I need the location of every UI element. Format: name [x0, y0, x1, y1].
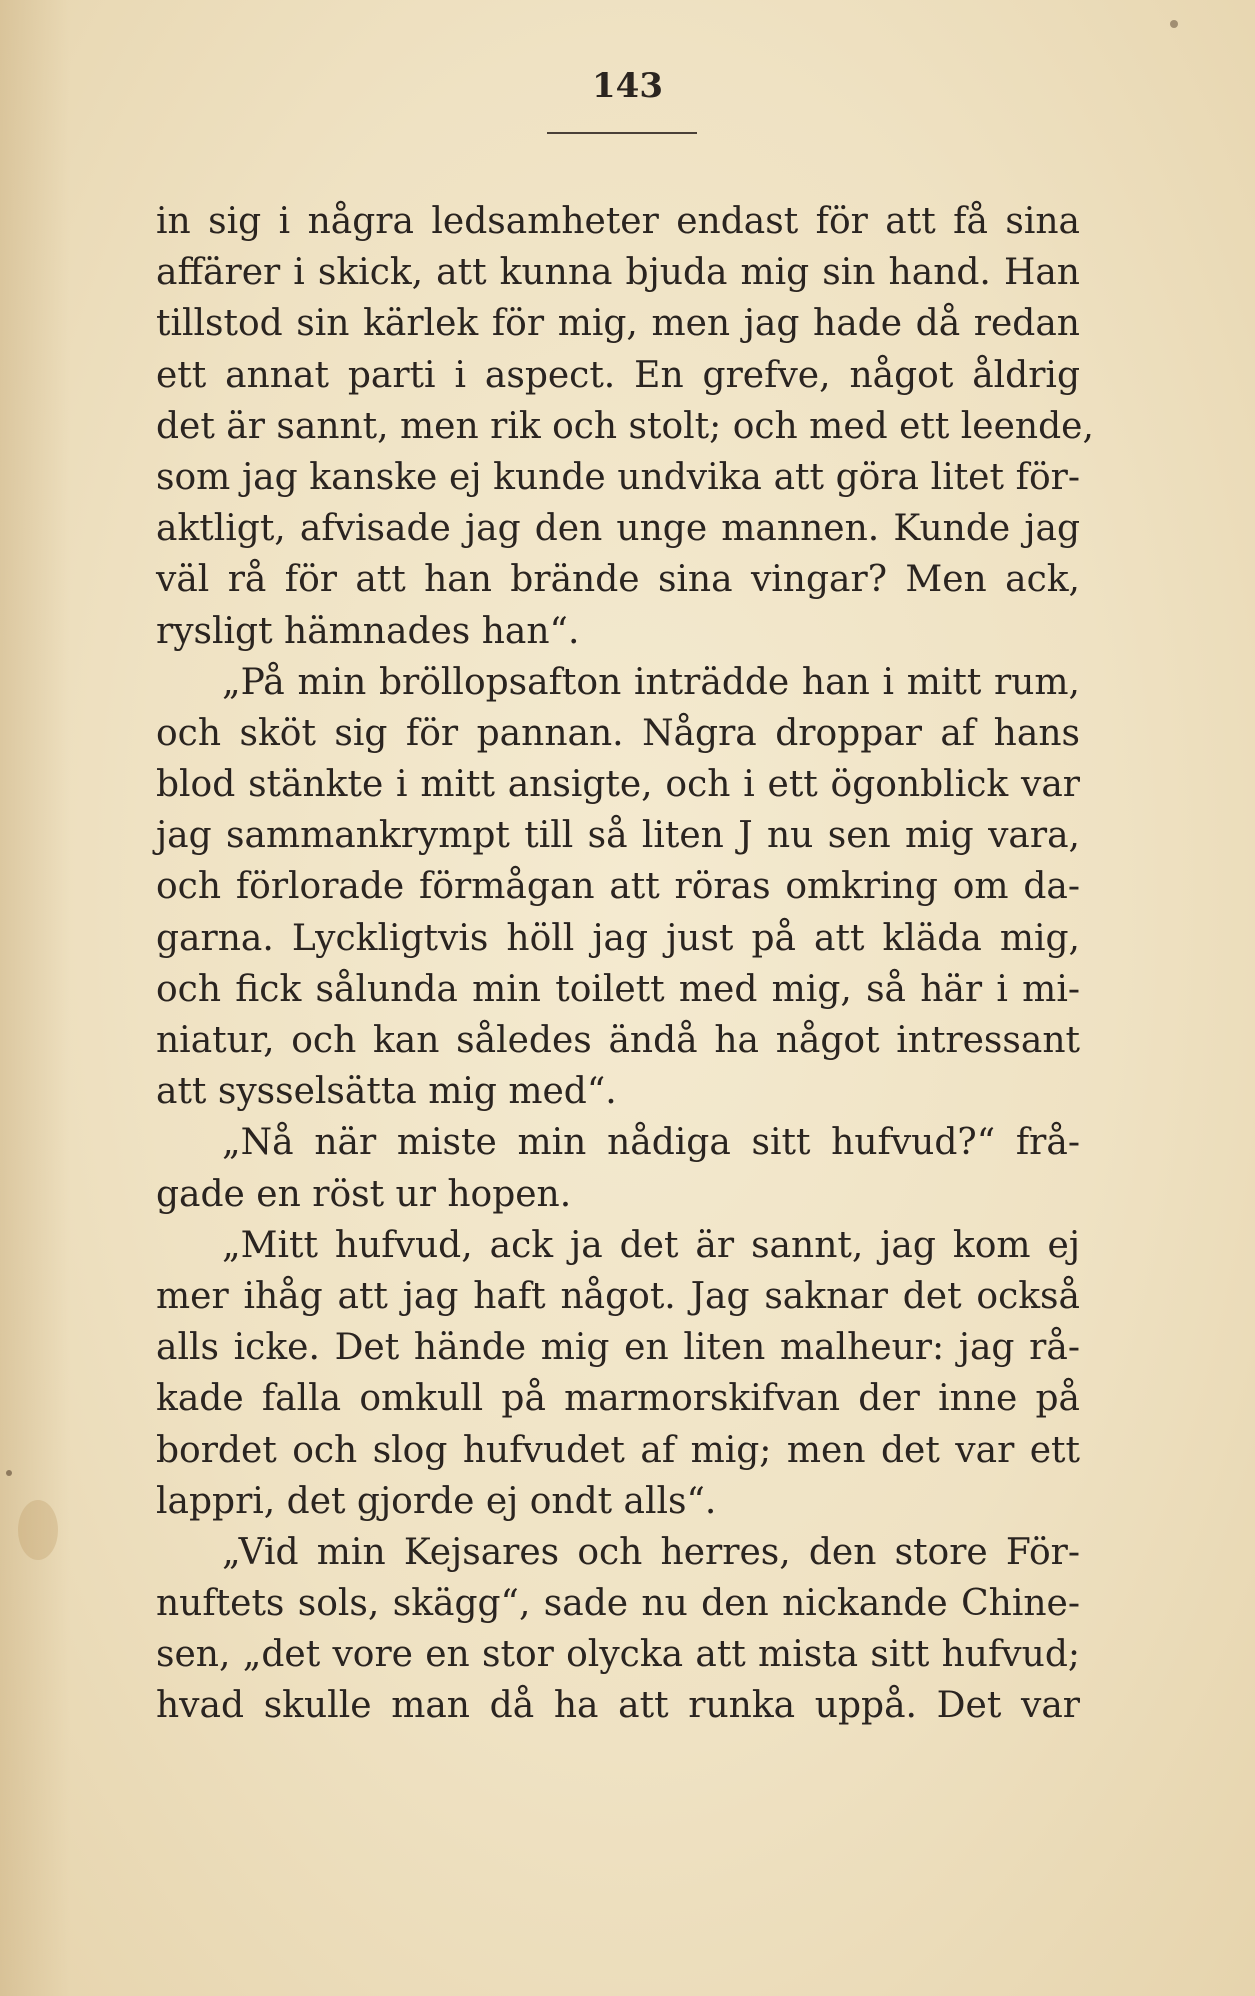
- text-line: väl rå för att han brände sina vingar? Men ack,: [156, 559, 1080, 601]
- body-text: [156, 196, 1094, 1732]
- text-line: och förlorade förmågan att röras omkring om da-: [156, 866, 1080, 908]
- text-line: aktligt, afvisade jag den unge mannen. Kunde jag: [156, 508, 1080, 550]
- text-line: „Vid min Kejsares och herres, den store För-: [222, 1531, 1080, 1573]
- text-line: blod stänkte i mitt ansigte, och i ett ögonblick var: [156, 764, 1080, 806]
- text-line: och fick sålunda min toilett med mig, så här i mi-: [156, 968, 1080, 1010]
- text-line: in sig i några ledsamheter endast för att få sina: [156, 201, 1080, 242]
- text-line: jag sammankrympt till så liten J nu sen mig vara,: [156, 815, 1080, 857]
- text-line: kade falla omkull på marmorskifvan der inne på: [156, 1378, 1080, 1420]
- text-line: tillstod sin kärlek för mig, men jag hade då redan: [156, 303, 1080, 345]
- page-edge-shadow: [0, 0, 70, 1996]
- text-line: det är sannt, men rik och stolt; och med ett leende,: [156, 405, 1094, 447]
- text-line: rysligt hämnades han“.: [156, 610, 580, 652]
- text-line: gade en röst ur hopen.: [156, 1173, 572, 1215]
- paper-stain: [18, 1500, 58, 1560]
- text-line: hvad skulle man då ha att runka uppå. Det var: [156, 1685, 1080, 1727]
- text-line: „Nå när miste min nådiga sitt hufvud?“ frå-: [222, 1122, 1080, 1164]
- text-line: bordet och slog hufvudet af mig; men det var ett: [156, 1429, 1080, 1471]
- text-line: mer ihåg att jag haft något. Jag saknar det också: [156, 1275, 1080, 1317]
- text-line: affärer i skick, att kunna bjuda mig sin hand. Han: [156, 252, 1080, 294]
- text-line: „På min bröllopsafton inträdde han i mitt rum,: [222, 661, 1080, 703]
- page-number: 143: [592, 66, 663, 106]
- text-line: att sysselsätta mig med“.: [156, 1071, 617, 1113]
- text-line: nuftets sols, skägg“, sade nu den nickande Chine-: [156, 1583, 1080, 1625]
- text-line: som jag kanske ej kunde undvika att göra litet för-: [156, 456, 1080, 498]
- text-line: garna. Lyckligtvis höll jag just på att kläda mig,: [156, 917, 1080, 959]
- text-line: ett annat parti i aspect. En grefve, något åldrig: [156, 354, 1080, 396]
- text-line: „Mitt hufvud, ack ja det är sannt, jag kom ej: [222, 1224, 1080, 1266]
- text-line: sen, „det vore en stor olycka att mista sitt hufvud;: [156, 1634, 1080, 1676]
- text-line: lappri, det gjorde ej ondt alls“.: [156, 1480, 717, 1522]
- paper-speck: [1170, 20, 1178, 28]
- text-line: och sköt sig för pannan. Några droppar af hans: [156, 712, 1080, 754]
- paper-speck: [6, 1470, 12, 1476]
- text-line: niatur, och kan således ändå ha något intressant: [156, 1020, 1080, 1061]
- text-line: alls icke. Det hände mig en liten malheur: jag rå-: [156, 1327, 1080, 1369]
- header-rule: [547, 132, 697, 134]
